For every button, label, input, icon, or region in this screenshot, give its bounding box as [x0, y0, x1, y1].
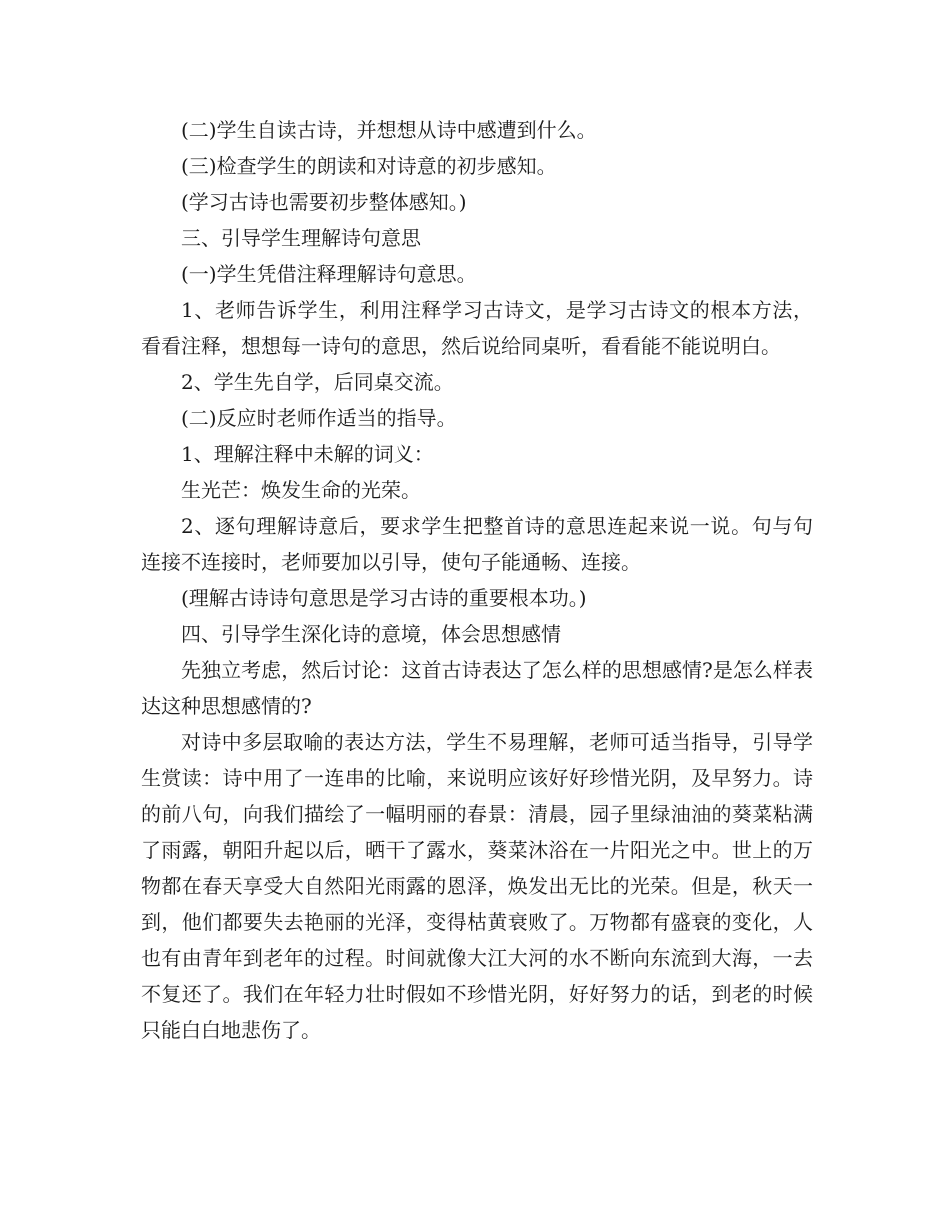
paragraph: 1、理解注释中未解的词义：	[181, 442, 434, 466]
section-heading: 三、引导学生理解诗句意思	[181, 226, 421, 250]
paragraph: 生光芒：焕发生命的光荣。	[181, 478, 421, 502]
paragraph: 1、老师告诉学生，利用注释学习古诗文，是学习古诗文的根本方法，看看注释，想想每一诗句的意思，然后说给同桌听，看看能不能说明白。	[141, 298, 813, 358]
paragraph: 2、学生先自学，后同桌交流。	[181, 370, 454, 394]
paragraph: (学习古诗也需要初步整体感知。)	[181, 190, 467, 214]
paragraph: 先独立考虑，然后讨论：这首古诗表达了怎么样的思想感情?是怎么样表达这种思想感情的?	[141, 658, 813, 718]
paragraph: 2、逐句理解诗意后，要求学生把整首诗的意思连起来说一说。句与句连接不连接时，老师要加以引导，使句子能通畅、连接。	[141, 514, 813, 574]
paragraph: 对诗中多层取喻的表达方法，学生不易理解，老师可适当指导，引导学生赏读：诗中用了一连串的比喻，来说明应该好好珍惜光阴，及早努力。诗的前八句，向我们描绘了一幅明丽的春景：清晨，园子里绿油油的葵菜粘满了雨露，朝阳升起以后，晒干了露水，葵菜沐浴在一片阳光之中。世上的万物都在春天享受大自然阳光雨露的恩泽，焕发出无比的光荣。但是，秋天一到，他们都要失去艳丽的光泽，变得枯黄衰败了。万物都有盛衰的变化，人也有由青年到老年的过程。时间就像大江大河的水不断向东流到大海，一去不复还了。我们在年轻力壮时假如不珍惜光阴，好好努力的话，到老的时候只能白白地悲伤了。	[141, 730, 813, 1042]
section-heading: 四、引导学生深化诗的意境，体会思想感情	[181, 622, 561, 646]
paragraph: (三)检查学生的朗读和对诗意的初步感知。	[181, 154, 557, 178]
paragraph: (一)学生凭借注释理解诗句意思。	[181, 262, 477, 286]
document-body	[141, 112, 813, 1048]
paragraph: (二)学生自读古诗，并想想从诗中感遭到什么。	[181, 118, 597, 142]
paragraph: (二)反应时老师作适当的指导。	[181, 406, 457, 430]
paragraph: (理解古诗诗句意思是学习古诗的重要根本功。)	[181, 586, 587, 610]
